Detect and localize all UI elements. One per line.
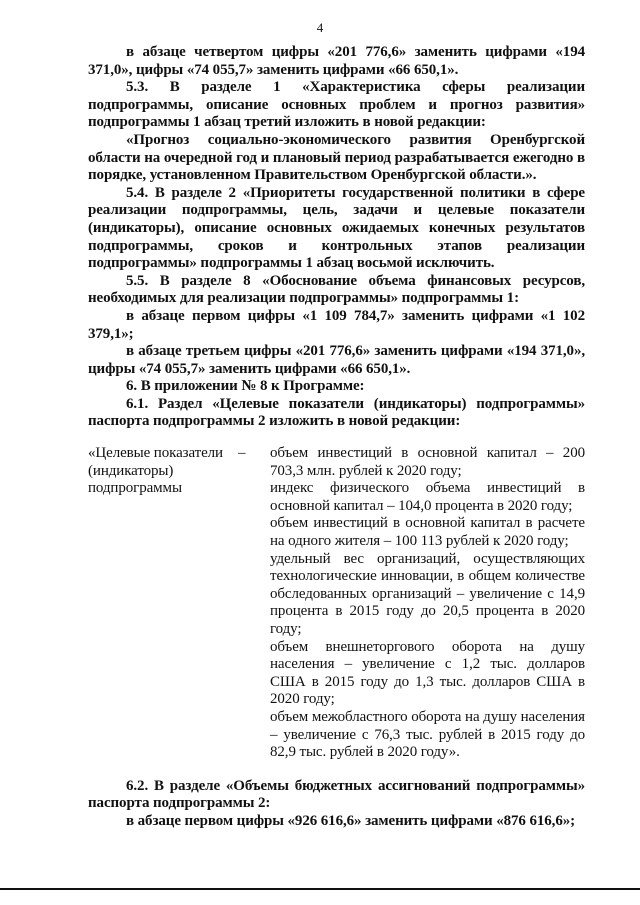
paragraph: 5.4. В разделе 2 «Приоритеты государственной политики в сфере реализации подпрограммы, цель, задачи и целевые показатели (индикаторы), описание основных ожидаемых конечных результатов подпрограммы, сроков и контрольных этапов реализации подпрограммы» подпрограммы 1 абзац восьмой исключить. — [88, 184, 585, 272]
paragraph: 6. В приложении № 8 к Программе: — [126, 378, 365, 395]
indicators-label-line: «Целевые показатели — [88, 445, 223, 462]
indicators-label-line: (индикаторы) — [88, 462, 174, 479]
paragraph: 6.2. В разделе «Объемы бюджетных ассигнований подпрограммы» паспорта подпрограммы 2: — [88, 777, 585, 812]
document-body — [88, 44, 585, 831]
indicators-table — [88, 445, 585, 762]
bottom-rule — [0, 888, 640, 890]
page-number: 4 — [316, 20, 324, 35]
indicator-item: удельный вес организаций, осуществляющих технологические инновации, в общем количестве обследованных организаций – увеличение с 14,9 процента в 2015 году до 20,5 процента в 2020 году; — [270, 550, 585, 637]
indicators-label — [88, 445, 238, 762]
indicator-item: объем инвестиций в основной капитал в расчете на одного жителя – 100 113 рублей к 2020 году; — [270, 515, 585, 550]
indicator-item: индекс физического объема инвестиций в основной капитал – 104,0 процента в 2020 году; — [270, 480, 585, 514]
indicator-item: объем межобластного оборота на душу населения – увеличение с 76,3 тыс. рублей в 2015 году до 82,9 тыс. рублей в 2020 году». — [270, 708, 585, 761]
indicator-item: объем внешнеторгового оборота на душу населения – увеличение с 1,2 тыс. долларов США в 2015 году до 1,3 тыс. долларов США в 2020 году; — [270, 638, 585, 708]
indicators-list — [270, 445, 585, 762]
indicators-label-line: подпрограммы — [88, 480, 182, 497]
indicator-item: объем инвестиций в основной капитал – 200 703,3 млн. рублей к 2020 году; — [270, 445, 585, 479]
indicators-dash: – — [238, 445, 246, 462]
paragraph: «Прогноз социально-экономического развития Оренбургской области на очередной год и плановый период разрабатывается ежегодно в порядке, установленном Правительством Оренбургской области.». — [88, 131, 585, 184]
paragraph: в абзаце первом цифры «1 109 784,7» заменить цифрами «1 102 379,1»; — [88, 307, 585, 342]
paragraph: в абзаце первом цифры «926 616,6» заменить цифрами «876 616,6»; — [126, 812, 576, 829]
paragraph: 5.3. В разделе 1 «Характеристика сферы реализации подпрограммы, описание основных проблем и прогноз развития» подпрограммы 1 абзац третий изложить в новой редакции: — [88, 79, 585, 131]
paragraph: в абзаце третьем цифры «201 776,6» заменить цифрами «194 371,0», цифры «74 055,7» заменить цифрами «66 650,1». — [88, 343, 585, 377]
paragraph: 5.5. В разделе 8 «Обоснование объема финансовых ресурсов, необходимых для реализации подпрограммы» подпрограммы 1: — [88, 272, 585, 307]
paragraph: в абзаце четвертом цифры «201 776,6» заменить цифрами «194 371,0», цифры «74 055,7» заменить цифрами «66 650,1». — [88, 44, 585, 78]
paragraph: 6.1. Раздел «Целевые показатели (индикаторы) подпрограммы» паспорта подпрограммы 2 изложить в новой редакции: — [88, 395, 585, 430]
